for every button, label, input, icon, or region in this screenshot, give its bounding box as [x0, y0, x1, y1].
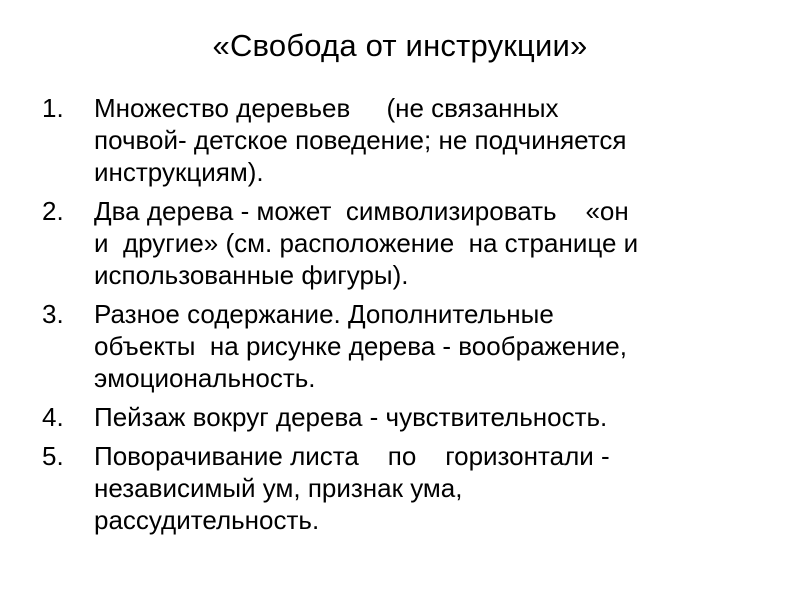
list-item-text	[94, 298, 742, 394]
numbered-list	[42, 92, 742, 543]
list-item-line: Пейзаж вокруг дерева - чувствительность.	[94, 402, 608, 432]
list-item-line: и другие» (см. расположение на странице и	[94, 228, 639, 258]
list-item-line: почвой- детское поведение; не подчиняется	[94, 125, 627, 155]
list-item	[42, 440, 742, 536]
list-item	[42, 401, 742, 433]
list-item-line: эмоциональность.	[94, 363, 316, 393]
list-item-number: 2.	[42, 196, 64, 226]
slide-title: «Свобода от инструкции»	[212, 28, 588, 63]
list-item-line: Разное содержание. Дополнительные	[94, 299, 554, 329]
list-item-line: независимый ум, признак ума,	[94, 473, 463, 503]
list-item-line: объекты на рисунке дерева - воображение,	[94, 331, 627, 361]
list-item-number: 5.	[42, 441, 64, 471]
list-item-line: рассудительность.	[94, 505, 320, 535]
list-item	[42, 298, 742, 394]
list-item-line: использованные фигуры).	[94, 260, 409, 290]
list-item-text	[94, 195, 742, 291]
list-item-line: инструкциям).	[94, 157, 264, 187]
list-item-text	[94, 401, 742, 433]
list-item	[42, 195, 742, 291]
list-item-line: Множество деревьев (не связанных	[94, 93, 559, 123]
list-item-line: Два дерева - может символизировать «он	[94, 196, 629, 226]
list-item-number: 1.	[42, 93, 64, 123]
list-item-text	[94, 92, 742, 188]
list-item-text	[94, 440, 742, 536]
list-item-number: 3.	[42, 299, 64, 329]
list-item	[42, 92, 742, 188]
list-item-number: 4.	[42, 402, 64, 432]
list-item-line: Поворачивание листа по горизонтали -	[94, 441, 610, 471]
